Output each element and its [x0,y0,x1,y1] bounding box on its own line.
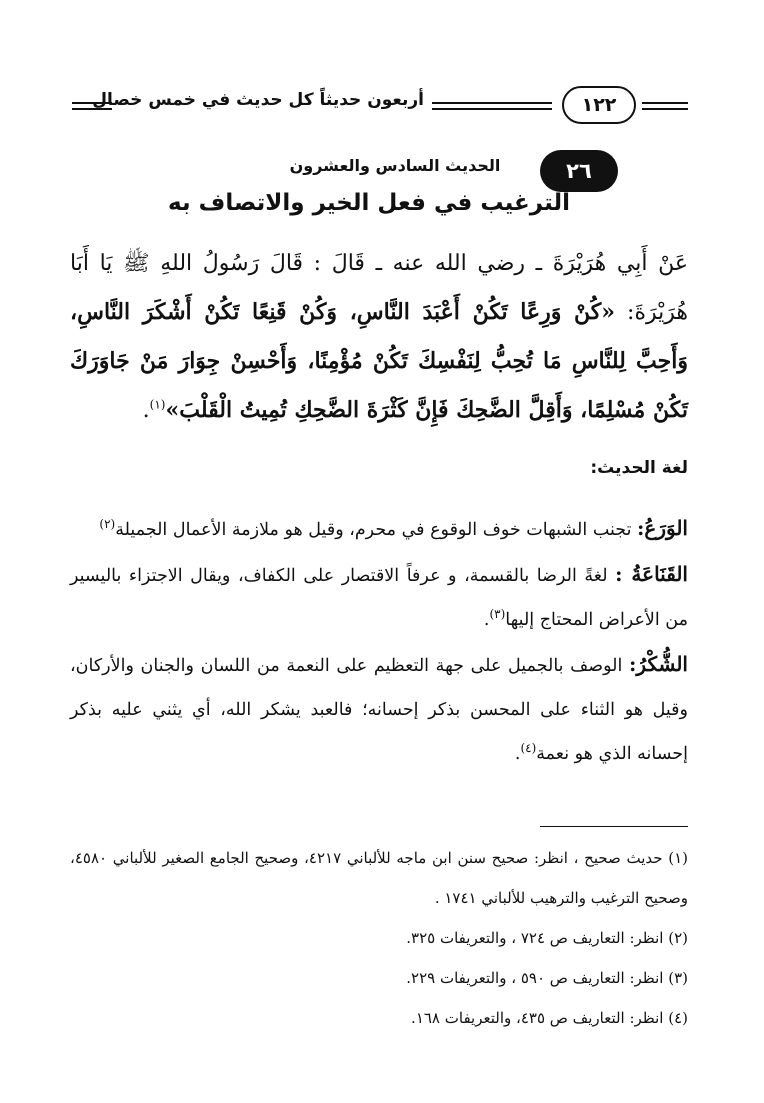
footnote-ref: (١) [149,397,166,412]
hadith-isnad: عَنْ أَبِي هُرَيْرَةَ ـ رضي الله عنه ـ قَالَ : قَالَ رَسُولُ اللهِ ﷺ يَا أَبَا هُرَيْرَةَ: [70,251,688,325]
definition-text: لغةً الرضا بالقسمة، و عرفاً الاقتصار على الكفاف، ويقال الاجتزاء باليسير من الأعراض المحتاج إليها [70,566,688,630]
footnote: (٤) انظر: التعاريف ص ٤٣٥، والتعريفات ١٦٨. [411,1009,688,1027]
hadith-text: عَنْ أَبِي هُرَيْرَةَ ـ رضي الله عنه ـ قَالَ : قَالَ رَسُولُ اللهِ ﷺ يَا أَبَا هُرَيْرَةَ: «كُنْ وَرِعًا تَكُنْ أَعْبَدَ النَّاسِ، وَكُنْ قَنِعًا تَكُنْ أَشْكَرَ النَّاسِ، وَأَحِبَّ لِلنَّاسِ مَا تُحِبُّ لِنَفْسِكَ تَكُنْ مُؤْمِنًا، وَأَحْسِنْ جِوَارَ مَنْ جَاوَرَكَ تَكُنْ مُسْلِمًا، وَأَقِلَّ الضَّحِكَ فَإِنَّ كَثْرَةَ الضَّحِكِ تُمِيتُ الْقَلْبَ»$^{(١)}$. [70,251,688,423]
definition-term: الشُّكْرُ: [629,652,688,676]
hadith-matn: «كُنْ وَرِعًا تَكُنْ أَعْبَدَ النَّاسِ، وَكُنْ قَنِعًا تَكُنْ أَشْكَرَ النَّاسِ، وَأَحِبَّ لِلنَّاسِ مَا تُحِبُّ لِنَفْسِكَ تَكُنْ مُؤْمِنًا، وَأَحْسِنْ جِوَارَ مَنْ جَاوَرَكَ تَكُنْ مُسْلِمًا، وَأَقِلَّ الضَّحِكَ فَإِنَّ كَثْرَةَ الضَّحِكِ تُمِيتُ الْقَلْبَ» [70,299,688,423]
definition-item: الشُّكْرُ: الوصف بالجميل على جهة التعظيم على النعمة من اللسان والجنان والأركان، وقيل هو الثناء على المحسن بذكر إحسانه؛ فالعبد يشكر الله، أي يثني عليه بذكر إحسانه الذي هو نعمة$^{(٤)}$. [70,652,688,764]
definition-term: القَنَاعَةُ : [615,562,688,586]
footnote: (٣) انظر: التعاريف ص ٥٩٠ ، والتعريفات ٢٢٩. [406,969,688,987]
footnote-separator [540,826,688,827]
book-title: أربعون حديثاً كل حديث في خمس خصال [92,90,424,110]
hadith-ordinal-title: الحديث السادس والعشرون [289,156,501,175]
footnote: (٢) انظر: التعاريف ص ٧٢٤ ، والتعريفات ٣٢٥. [406,929,688,947]
footnotes [70,838,688,1038]
language-section-heading: لغة الحديث: [590,458,688,478]
definitions-list [70,462,688,776]
definition-text: تجنب الشبهات خوف الوقوع في محرم، وقيل هو ملازمة الأعمال الجميلة [115,520,632,540]
running-header [72,86,688,130]
page-number: ١٢٢ [562,86,636,124]
definition-item: القَنَاعَةُ : لغةً الرضا بالقسمة، و عرفاً الاقتصار على الكفاف، ويقال الاجتزاء باليسير من الأعراض المحتاج إليها$^{(٣)}$. [70,562,688,630]
header-rule [642,108,688,110]
footnote: (١) حديث صحيح ، انظر: صحيح سنن ابن ماجه للألباني ٤٢١٧، وصحيح الجامع الصغير للألباني ٤٥٨٠، وصحيح الترغيب والترهيب للألباني ١٧٤١ . [70,849,688,907]
hadith-number-badge: ٢٦ [540,150,618,192]
definition-text: الوصف بالجميل على جهة التعظيم على النعمة من اللسان والجنان والأركان، وقيل هو الثناء على المحسن بذكر إحسانه؛ فالعبد يشكر الله، أي يثني عليه بذكر إحسانه الذي هو نعمة [70,656,688,764]
hadith-topic-title: الترغيب في فعل الخير والاتصاف به [168,190,570,216]
header-rule [432,108,552,110]
footnote-ref: (٤) [520,741,537,756]
header-rule [642,102,688,104]
footnote-ref: (٢) [99,517,116,532]
definition-term: الوَرَعُ: [637,516,688,540]
definition-item [70,506,688,552]
footnote-ref: (٣) [489,607,506,622]
header-rule [432,102,552,104]
